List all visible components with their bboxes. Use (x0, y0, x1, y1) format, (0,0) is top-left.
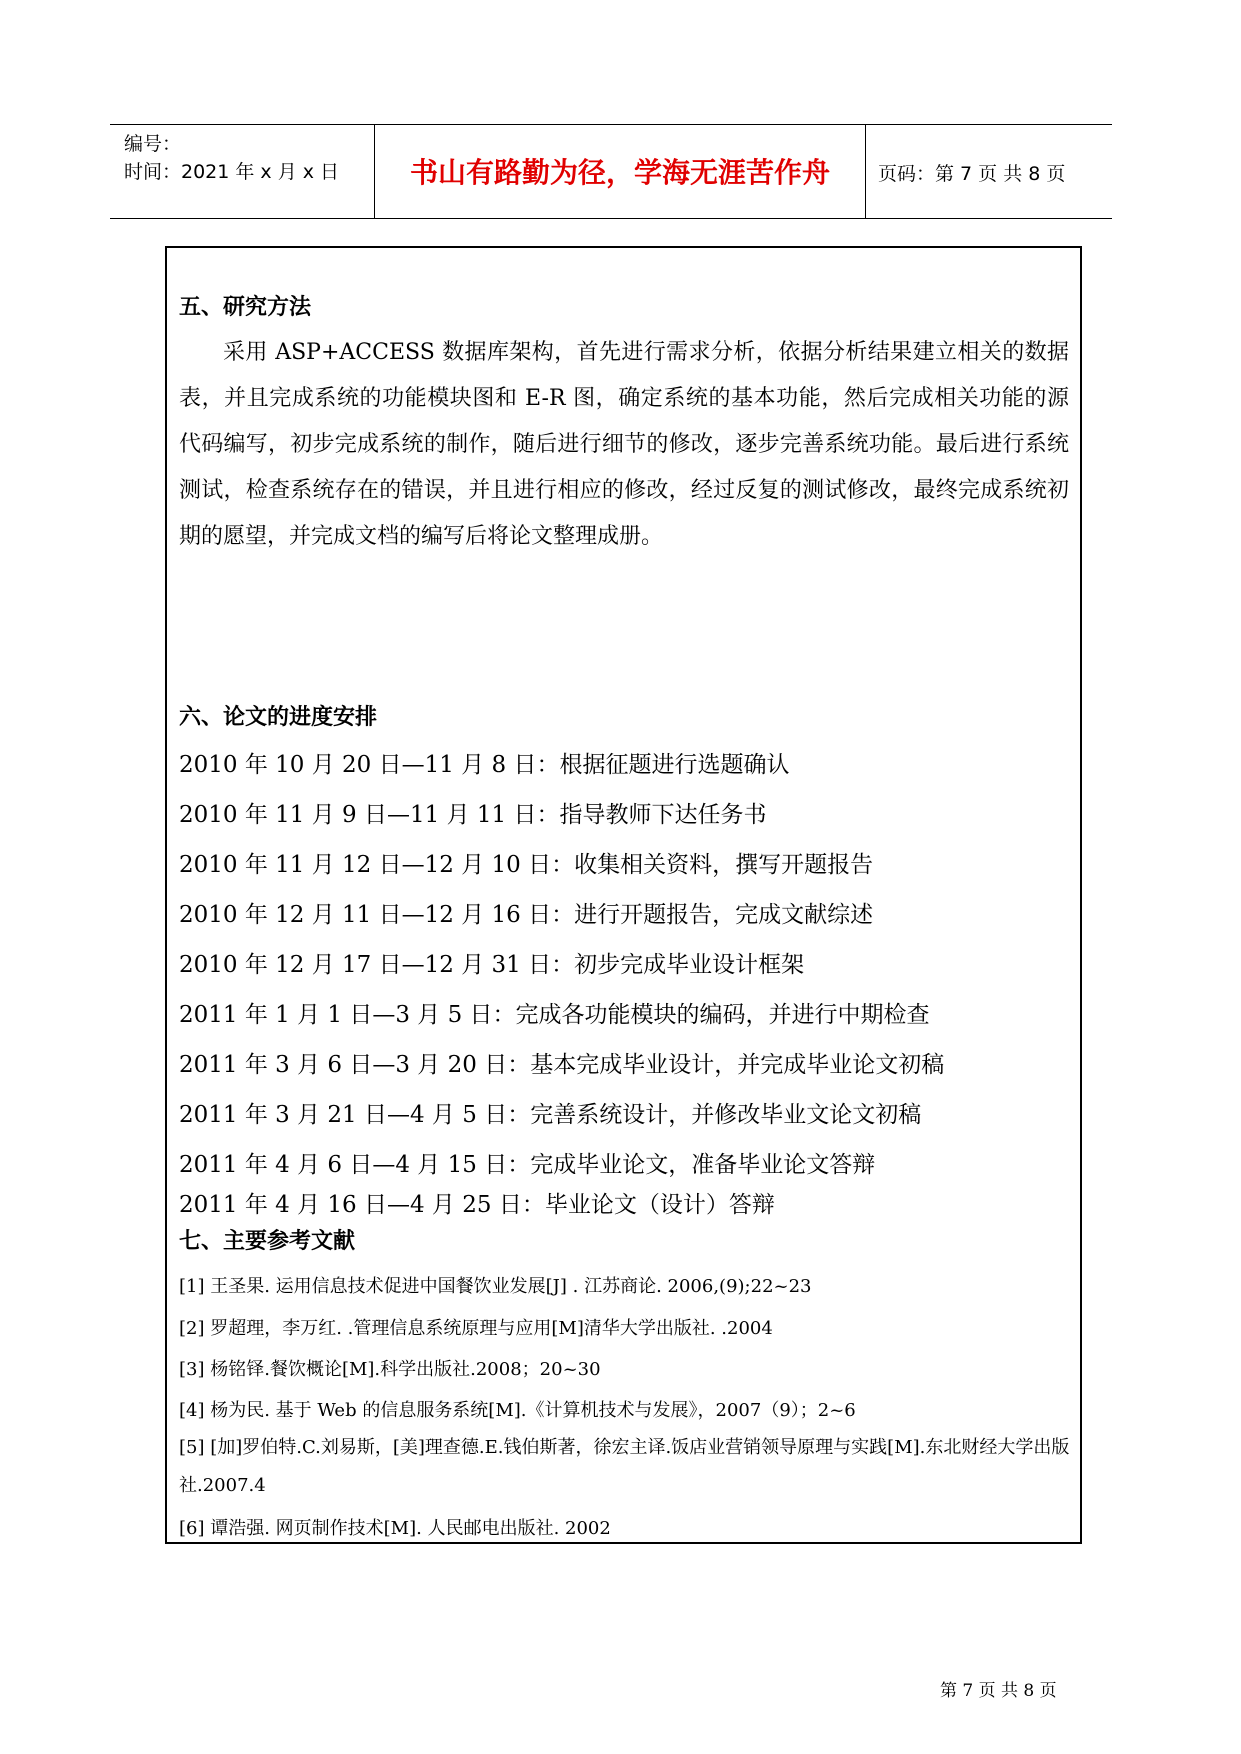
document-header (110, 124, 1112, 219)
header-page-label: 页码：第 7 页 共 8 页 (878, 163, 1066, 185)
header-page-cell (866, 125, 1112, 218)
reference-item: [6] 谭浩强. 网页制作技术[M]. 人民邮电出版社. 2002 (179, 1518, 611, 1539)
schedule-item: 2011 年 3 月 6 日—3 月 20 日：基本完成毕业设计，并完成毕业论文初稿 (179, 1052, 945, 1078)
section5-heading: 五、研究方法 (179, 295, 312, 320)
schedule-item: 2010 年 12 月 11 日—12 月 16 日：进行开题报告，完成文献综述 (179, 902, 874, 928)
header-info-cell (110, 125, 375, 218)
section7-heading: 七、主要参考文献 (179, 1229, 356, 1254)
reference-item: [1] 王圣果. 运用信息技术促进中国餐饮业发展[J] . 江苏商论. 2006,(9);22~23 (179, 1276, 812, 1297)
schedule-item: 2010 年 11 月 9 日—11 月 11 日：指导教师下达任务书 (179, 802, 767, 828)
reference-item: [4] 杨为民. 基于 Web 的信息服务系统[M].《计算机技术与发展》，2007（9）；2~6 (179, 1400, 856, 1421)
reference-item: [3] 杨铭铎.餐饮概论[M].科学出版社.2008；20~30 (179, 1359, 601, 1380)
section5-paragraph: 采用 ASP+ACCESS 数据库架构，首先进行需求分析，依据分析结果建立相关的数据表，并且完成系统的功能模块图和 E-R 图，确定系统的基本功能，然后完成相关功能的源代码编写，初步完成系统的制作，随后进行细节的修改，逐步完善系统功能。最后进行系统测试，检查系统存在的错误，并且进行相应的修改，经过反复的测试修改，最终完成系统初期的愿望，并完成文档的编写后将论文整理成册。 (179, 340, 1069, 549)
section6-heading: 六、论文的进度安排 (179, 705, 378, 730)
schedule-item: 2011 年 4 月 6 日—4 月 15 日：完成毕业论文，准备毕业论文答辩 (179, 1152, 876, 1178)
content-box (165, 246, 1082, 1544)
reference-item: [5] [加]罗伯特.C.刘易斯，[美]理查德.E.钱伯斯著，徐宏主译.饭店业营销领导原理与实践[M].东北财经大学出版社.2007.4 (179, 1437, 1070, 1496)
schedule-item: 2011 年 4 月 16 日—4 月 25 日：毕业论文（设计）答辩 (179, 1192, 775, 1218)
schedule-item: 2010 年 11 月 12 日—12 月 10 日：收集相关资料，撰写开题报告 (179, 852, 874, 878)
schedule-item: 2010 年 12 月 17 日—12 月 31 日：初步完成毕业设计框架 (179, 952, 805, 978)
header-motto-cell (375, 125, 866, 218)
schedule-item: 2010 年 10 月 20 日—11 月 8 日：根据征题进行选题确认 (179, 752, 790, 778)
time-label: 时间：2021 年 x 月 x 日 (124, 161, 340, 183)
page-footer: 第 7 页 共 8 页 (940, 1681, 1057, 1701)
schedule-item: 2011 年 3 月 21 日—4 月 5 日：完善系统设计，并修改毕业文论文初稿 (179, 1102, 922, 1128)
reference-item: [2] 罗超理，李万红. .管理信息系统原理与应用[M]清华大学出版社. .2004 (179, 1318, 773, 1339)
number-label: 编号： (124, 133, 182, 155)
motto-text: 书山有路勤为径，学海无涯苦作舟 (409, 156, 830, 189)
schedule-item: 2011 年 1 月 1 日—3 月 5 日：完成各功能模块的编码，并进行中期检查 (179, 1002, 930, 1028)
